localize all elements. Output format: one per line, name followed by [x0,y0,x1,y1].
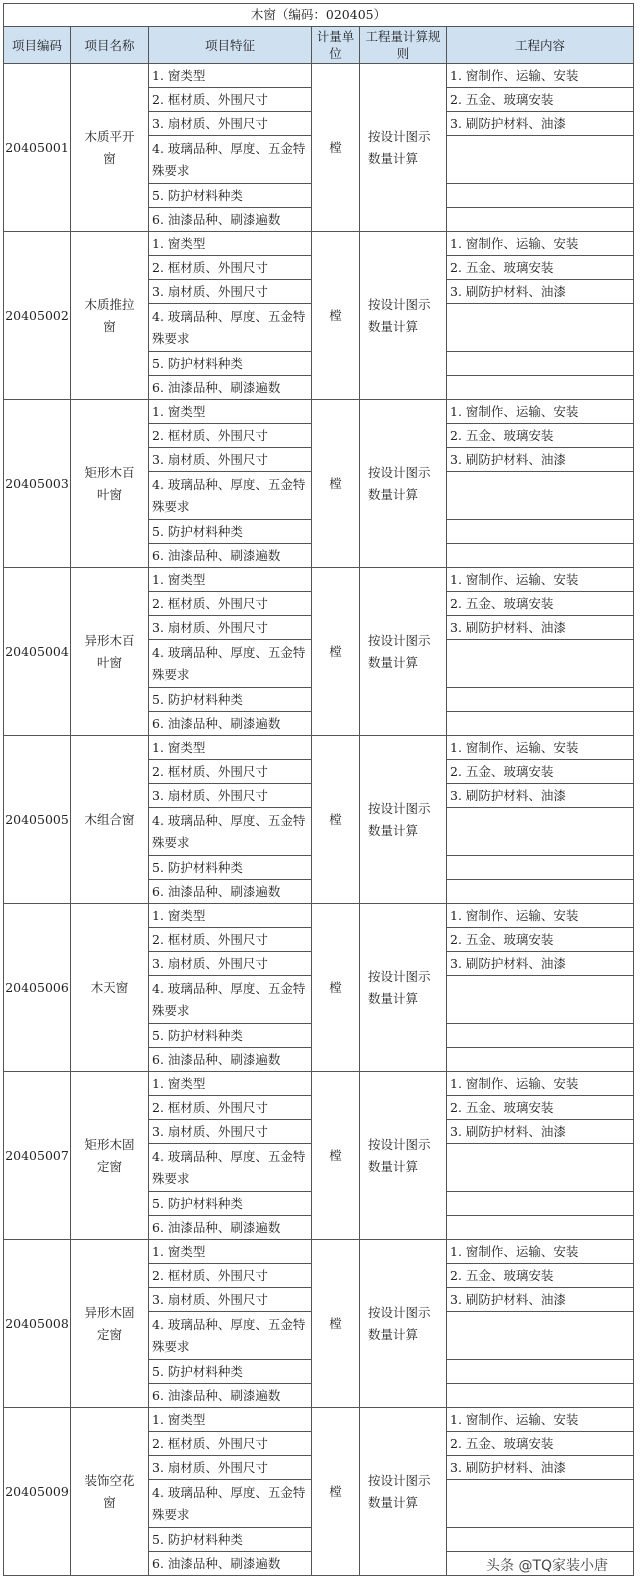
work-item: 2. 五金、玻璃安装 [447,760,634,784]
feature-item: 4. 玻璃品种、厚度、五金特殊要求 [149,1312,312,1360]
table-title: 木窗（编码：020405） [4,4,634,27]
item-unit: 樘 [312,1408,360,1576]
item-name: 异形木百叶窗 [71,568,149,736]
work-item: 3. 刷防护材料、油漆 [447,280,634,304]
work-item [447,376,634,400]
item-code: 20405001 [4,64,71,232]
work-item: 1. 窗制作、运输、安装 [447,1072,634,1096]
feature-item: 1. 窗类型 [149,1240,312,1264]
work-item [447,472,634,520]
feature-item: 3. 扇材质、外围尺寸 [149,1288,312,1312]
work-item: 1. 窗制作、运输、安装 [447,232,634,256]
item-unit: 樘 [312,64,360,232]
work-item: 2. 五金、玻璃安装 [447,1096,634,1120]
item-name: 木组合窗 [71,736,149,904]
feature-item: 6. 油漆品种、刷漆遍数 [149,880,312,904]
header-rule: 工程量计算规则 [360,27,447,64]
feature-item: 1. 窗类型 [149,736,312,760]
feature-item: 6. 油漆品种、刷漆遍数 [149,1384,312,1408]
header-name: 项目名称 [71,27,149,64]
work-item [447,352,634,376]
feature-item: 2. 框材质、外围尺寸 [149,1264,312,1288]
item-rule: 按设计图示数量计算 [360,400,447,568]
item-unit: 樘 [312,400,360,568]
feature-item: 1. 窗类型 [149,400,312,424]
work-item [447,1192,634,1216]
feature-item: 2. 框材质、外围尺寸 [149,928,312,952]
table-row [4,736,634,760]
watermark-text: 头条 @TQ家装小唐 [486,1558,609,1574]
header-code: 项目编码 [4,27,71,64]
item-code: 20405003 [4,400,71,568]
work-item [447,1384,634,1408]
work-item [447,1024,634,1048]
feature-item: 5. 防护材料种类 [149,1024,312,1048]
feature-item: 4. 玻璃品种、厚度、五金特殊要求 [149,640,312,688]
work-item: 1. 窗制作、运输、安装 [447,568,634,592]
feature-item: 6. 油漆品种、刷漆遍数 [149,544,312,568]
feature-item: 2. 框材质、外围尺寸 [149,1096,312,1120]
feature-item: 5. 防护材料种类 [149,1528,312,1552]
item-code: 20405002 [4,232,71,400]
feature-item: 4. 玻璃品种、厚度、五金特殊要求 [149,1144,312,1192]
feature-item: 3. 扇材质、外围尺寸 [149,616,312,640]
work-item: 1. 窗制作、运输、安装 [447,400,634,424]
feature-item: 3. 扇材质、外围尺寸 [149,112,312,136]
feature-item: 2. 框材质、外围尺寸 [149,1432,312,1456]
work-item [447,1312,634,1360]
feature-item: 5. 防护材料种类 [149,184,312,208]
work-item [447,808,634,856]
item-unit: 樘 [312,1072,360,1240]
feature-item: 4. 玻璃品种、厚度、五金特殊要求 [149,976,312,1024]
item-code: 20405004 [4,568,71,736]
feature-item: 1. 窗类型 [149,904,312,928]
work-item: 3. 刷防护材料、油漆 [447,112,634,136]
item-rule: 按设计图示数量计算 [360,904,447,1072]
work-item [447,1216,634,1240]
work-item: 1. 窗制作、运输、安装 [447,64,634,88]
feature-item: 2. 框材质、外围尺寸 [149,256,312,280]
item-name: 矩形木百叶窗 [71,400,149,568]
feature-item: 2. 框材质、外围尺寸 [149,760,312,784]
item-rule: 按设计图示数量计算 [360,1240,447,1408]
item-unit: 樘 [312,904,360,1072]
work-item: 3. 刷防护材料、油漆 [447,1288,634,1312]
item-unit: 樘 [312,232,360,400]
work-item [447,1048,634,1072]
item-name: 装饰空花窗 [71,1408,149,1576]
header-work: 工程内容 [447,27,634,64]
work-item [447,1528,634,1552]
table-row [4,400,634,424]
work-item: 1. 窗制作、运输、安装 [447,1408,634,1432]
item-name: 矩形木固定窗 [71,1072,149,1240]
feature-item: 3. 扇材质、外围尺寸 [149,1120,312,1144]
item-rule: 按设计图示数量计算 [360,736,447,904]
item-name: 木天窗 [71,904,149,1072]
feature-item: 4. 玻璃品种、厚度、五金特殊要求 [149,808,312,856]
feature-item: 2. 框材质、外围尺寸 [149,424,312,448]
feature-item: 3. 扇材质、外围尺寸 [149,784,312,808]
feature-item: 3. 扇材质、外围尺寸 [149,280,312,304]
item-code: 20405008 [4,1240,71,1408]
item-name: 木质推拉窗 [71,232,149,400]
feature-item: 5. 防护材料种类 [149,352,312,376]
header-row [4,27,634,64]
work-item: 2. 五金、玻璃安装 [447,424,634,448]
feature-item: 4. 玻璃品种、厚度、五金特殊要求 [149,304,312,352]
feature-item: 4. 玻璃品种、厚度、五金特殊要求 [149,1480,312,1528]
work-item: 3. 刷防护材料、油漆 [447,1120,634,1144]
work-item [447,544,634,568]
header-features: 项目特征 [149,27,312,64]
item-name: 异形木固定窗 [71,1240,149,1408]
item-rule: 按设计图示数量计算 [360,1408,447,1576]
work-item [447,1480,634,1528]
feature-item: 2. 框材质、外围尺寸 [149,88,312,112]
work-item [447,184,634,208]
work-item: 3. 刷防护材料、油漆 [447,784,634,808]
work-item: 2. 五金、玻璃安装 [447,928,634,952]
feature-item: 3. 扇材质、外围尺寸 [149,1456,312,1480]
feature-item: 6. 油漆品种、刷漆遍数 [149,376,312,400]
work-item: 2. 五金、玻璃安装 [447,256,634,280]
table-row [4,232,634,256]
work-item [447,856,634,880]
feature-item: 6. 油漆品种、刷漆遍数 [149,1216,312,1240]
work-item: 3. 刷防护材料、油漆 [447,952,634,976]
header-unit: 计量单位 [312,27,360,64]
work-item: 1. 窗制作、运输、安装 [447,736,634,760]
work-item [447,520,634,544]
work-item: 2. 五金、玻璃安装 [447,1432,634,1456]
item-unit: 樘 [312,736,360,904]
work-item: 3. 刷防护材料、油漆 [447,448,634,472]
item-code: 20405007 [4,1072,71,1240]
feature-item: 4. 玻璃品种、厚度、五金特殊要求 [149,472,312,520]
table-row [4,1072,634,1096]
item-rule: 按设计图示数量计算 [360,568,447,736]
feature-item: 1. 窗类型 [149,1072,312,1096]
work-item [447,880,634,904]
work-item [447,1360,634,1384]
work-item: 2. 五金、玻璃安装 [447,88,634,112]
item-code: 20405006 [4,904,71,1072]
table-row [4,1408,634,1432]
feature-item: 5. 防护材料种类 [149,520,312,544]
feature-item: 6. 油漆品种、刷漆遍数 [149,1552,312,1576]
item-unit: 樘 [312,1240,360,1408]
work-item [447,208,634,232]
work-item [447,136,634,184]
item-rule: 按设计图示数量计算 [360,64,447,232]
table-row [4,568,634,592]
work-item [447,304,634,352]
table-body [4,64,634,1576]
feature-item: 5. 防护材料种类 [149,856,312,880]
item-rule: 按设计图示数量计算 [360,232,447,400]
feature-item: 6. 油漆品种、刷漆遍数 [149,712,312,736]
work-item: 2. 五金、玻璃安装 [447,1264,634,1288]
feature-item: 1. 窗类型 [149,232,312,256]
feature-item: 6. 油漆品种、刷漆遍数 [149,208,312,232]
work-item: 2. 五金、玻璃安装 [447,592,634,616]
work-item: 3. 刷防护材料、油漆 [447,616,634,640]
item-unit: 樘 [312,568,360,736]
feature-item: 2. 框材质、外围尺寸 [149,592,312,616]
feature-item: 1. 窗类型 [149,1408,312,1432]
spec-sheet [3,3,633,1576]
work-item [447,712,634,736]
table-row [4,904,634,928]
item-code: 20405009 [4,1408,71,1576]
work-item: 1. 窗制作、运输、安装 [447,1240,634,1264]
feature-item: 3. 扇材质、外围尺寸 [149,952,312,976]
work-item [447,688,634,712]
work-item: 3. 刷防护材料、油漆 [447,1456,634,1480]
item-rule: 按设计图示数量计算 [360,1072,447,1240]
table-row [4,1240,634,1264]
wood-window-table [3,3,634,1576]
feature-item: 5. 防护材料种类 [149,1192,312,1216]
feature-item: 4. 玻璃品种、厚度、五金特殊要求 [149,136,312,184]
feature-item: 3. 扇材质、外围尺寸 [149,448,312,472]
work-item [447,976,634,1024]
work-item: 1. 窗制作、运输、安装 [447,904,634,928]
feature-item: 1. 窗类型 [149,64,312,88]
feature-item: 1. 窗类型 [149,568,312,592]
feature-item: 6. 油漆品种、刷漆遍数 [149,1048,312,1072]
table-row [4,64,634,88]
work-item [447,1144,634,1192]
item-code: 20405005 [4,736,71,904]
item-name: 木质平开窗 [71,64,149,232]
feature-item: 5. 防护材料种类 [149,688,312,712]
feature-item: 5. 防护材料种类 [149,1360,312,1384]
work-item [447,640,634,688]
